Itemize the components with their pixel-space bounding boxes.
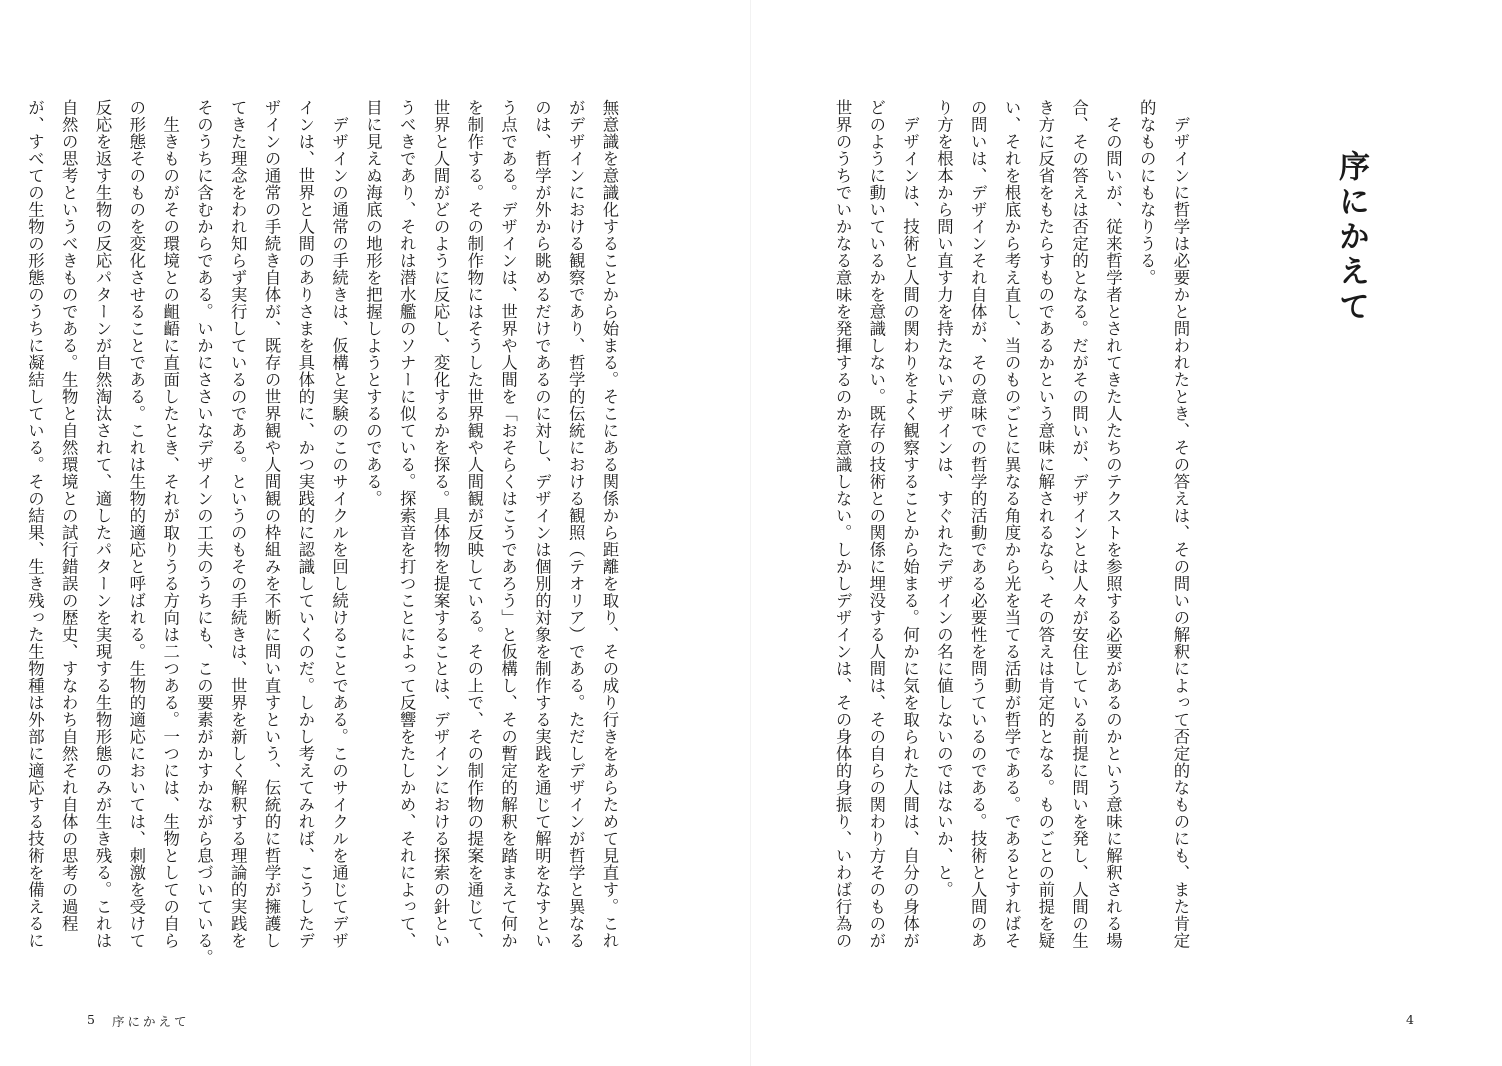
body-line: ザインの通常の手続き自体が、既存の世界観や人間観の枠組みを不断に問い直すという、伝統的に哲学が擁護し [262, 99, 282, 949]
body-line: が、すべての生物の形態のうちに凝結している。その結果、生き残った生物種は外部に適応する技術を備えるに [25, 99, 45, 949]
body-line: 世界と人間がどのように反応し、変化するかを探る。具体物を提案することは、デザインにおける探索の針とい [431, 99, 451, 949]
body-line: のは、哲学が外から眺めるだけであるのに対し、デザインは個別的対象を制作する実践を通じて解明をなすとい [532, 99, 552, 949]
body-line: うべきであり、それは潜水艦のソナーに似ている。探索音を打つことによって反響をたしかめ、それによって、 [397, 99, 417, 949]
body-line: インは、世界と人間のありさまを具体的に、かつ実践的に認識していくのだ。しかし考えてみれば、こうしたデ [295, 99, 315, 949]
body-line: 自然の思考というべきものである。生物と自然環境との試行錯誤の歴史、すなわち自然それ自体の思考の過程 [59, 99, 79, 932]
body-line: 反応を返す生物の反応パターンが自然淘汰されて、適したパターンを実現する生物形態のみが生き残る。これは [93, 99, 113, 949]
page-number: 4 [1406, 1012, 1414, 1027]
body-line: デザインは、技術と人間の関わりをよく観察することから始まる。何かに気を取られた人間は、自分の身体が [900, 99, 920, 949]
body-line: どのように動いているかを意識しない。既存の技術との関係に埋没する人間は、その自らの関わり方そのものが [866, 99, 886, 949]
body-line: 合、その答えは否定的となる。だがその問いが、デザインとは人々が安住している前提に問いを発し、人間の生 [1069, 99, 1089, 949]
right-page-body-text [833, 99, 1197, 949]
body-line: てきた理念をわれ知らず実行しているのである。というのもその手続きは、世界を新しく解釈する理論的実践を [228, 99, 248, 949]
body-line: い、それを根底から考え直し、当のものごとに異なる角度から光を当てる活動が哲学である。であるとすればそ [1002, 99, 1022, 949]
body-line: の形態そのものを変化させることである。これは生物的適応と呼ばれる。生物的適応においては、刺激を受けて [126, 99, 146, 949]
body-line: 世界のうちでいかなる意味を発揮するのかを意識しない。しかしデザインは、その身体的身振り、いわば行為の [833, 99, 853, 949]
page-number: 5 [87, 1012, 95, 1027]
body-line: 目に見えぬ海底の地形を把握しようとするのである。 [363, 99, 383, 507]
running-head: 序にかえて [112, 1014, 190, 1029]
body-line: デザインの通常の手続きは、仮構と実験のこのサイクルを回し続けることである。このサイクルを通じてデザ [329, 99, 349, 949]
body-line: デザインに哲学は必要かと問われたとき、その答えは、その問いの解釈によって否定的なものにも、また肯定 [1171, 99, 1190, 949]
body-line: を制作する。その制作物にはそうした世界観や人間観が反映している。その上で、その制作物の提案を通じて、 [464, 99, 484, 949]
body-line: り方を根本から問い直す力を持たないデザインは、すぐれたデザインの名に値しないのではないか、と。 [934, 99, 954, 898]
left-page-body-text [25, 99, 626, 966]
body-line: 生きものがその環境との齟齬に直面したとき、それが取りうる方向は二つある。一つには、生物としての自ら [160, 99, 180, 949]
body-line: 無意識を意識化することから始まる。そこにある関係から距離を取り、その成り行きをあらためて見直す。これ [600, 99, 619, 949]
body-line: の問いは、デザインそれ自体が、その意味での哲学的活動である必要性を問うているのである。技術と人間のあ [968, 99, 988, 949]
body-line: 的なものにもなりうる。 [1137, 99, 1157, 286]
chapter-title: 序にかえて [1333, 150, 1369, 325]
body-line: う点である。デザインは、世界や人間を「おそらくはこうであろう」と仮構し、その暫定的解釈を踏まえて何か [498, 99, 518, 949]
body-line: き方に反省をもたらすものであるかという意味に解されるなら、その答えは肯定的となる。ものごとの前提を疑 [1035, 99, 1055, 949]
right-page [751, 0, 1502, 1066]
body-line: そのうちに含むからである。いかにささいなデザインの工夫のうちにも、この要素がかすかながら息づいている。 [194, 99, 214, 966]
body-line: がデザインにおける観察であり、哲学的伝統における観照（テオリア）である。ただしデザインが哲学と異なる [566, 99, 586, 949]
body-line: その問いが、従来哲学者とされてきた人たちのテクストを参照する必要があるのかという意味に解釈される場 [1103, 99, 1123, 949]
